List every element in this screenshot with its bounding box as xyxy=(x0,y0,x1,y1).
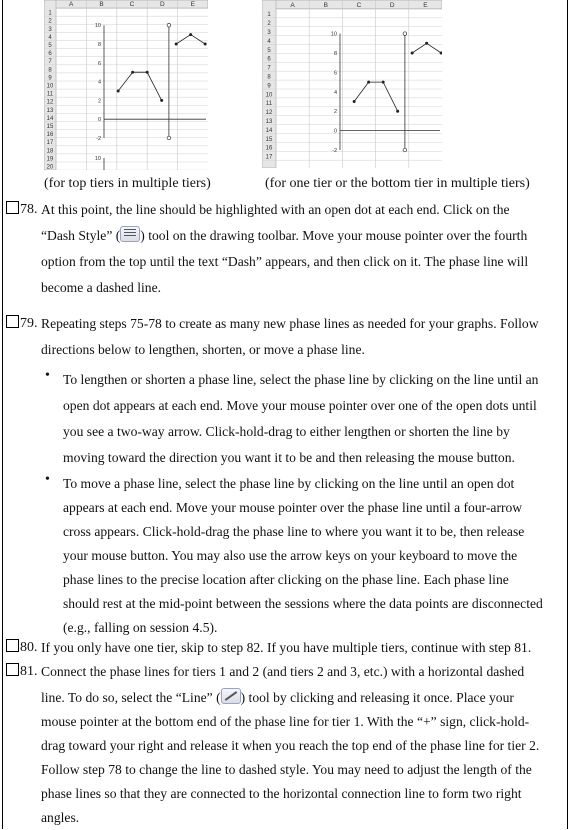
step-79-line-a: Repeating steps 75-78 to create as many new phase lines as needed for your graphs. Follow xyxy=(41,316,539,331)
column-header-label: B xyxy=(99,1,104,9)
y-tick-label: 4 xyxy=(97,79,101,86)
row-header-label: 20 xyxy=(46,164,54,170)
step-79-number: 79. xyxy=(20,316,38,331)
spreadsheet-screenshot-bottom-tier xyxy=(262,0,442,168)
step-78-text xyxy=(41,198,558,300)
bullet-1-line: you see a two-way arrow. Click-hold-drag to either lengthen or shorten the line by xyxy=(63,424,510,439)
row-header-label: 17 xyxy=(265,154,273,161)
spreadsheet-graph-top-tier xyxy=(44,0,208,170)
column-header-bar xyxy=(262,0,442,9)
second-graph-top-tick: 10 xyxy=(94,156,101,162)
row-header-label: 15 xyxy=(265,136,273,143)
row-header-label: 6 xyxy=(267,56,271,63)
data-point xyxy=(425,42,428,45)
row-header-label: 7 xyxy=(48,59,52,66)
column-header-label: E xyxy=(423,1,428,9)
step-81-marker xyxy=(6,660,38,684)
y-tick-label: -2 xyxy=(96,136,101,142)
column-header-label: D xyxy=(389,1,395,9)
row-header-label: 8 xyxy=(48,67,52,74)
data-point xyxy=(131,71,134,74)
row-header-label: 9 xyxy=(48,75,52,82)
caption-bottom-tier: (for one tier or the bottom tier in multiple tiers) xyxy=(265,176,530,191)
column-header-label: A xyxy=(69,1,74,9)
row-header-label: 6 xyxy=(48,51,52,58)
bullet-1-line: To lengthen or shorten a phase line, select the phase line by clicking on the line until an xyxy=(63,372,539,387)
row-header-label: 14 xyxy=(46,115,54,122)
step-79-marker xyxy=(6,312,38,336)
left-border xyxy=(2,0,3,829)
row-header-label: 4 xyxy=(48,34,52,41)
row-header-label: 11 xyxy=(265,101,273,108)
step-81-line-g: angles. xyxy=(41,810,80,825)
row-header-label: 5 xyxy=(48,43,52,49)
step-81-checkbox[interactable] xyxy=(6,663,19,676)
row-header-label: 1 xyxy=(48,10,52,17)
step-78-line-c: option from the top until the text “Dash” appears, and then click on it. The phase line will xyxy=(41,254,529,269)
step-79-text xyxy=(41,312,558,362)
phase-line-top-handle xyxy=(403,32,407,36)
y-tick-label: 6 xyxy=(97,60,101,67)
step-81-number: 81. xyxy=(20,664,38,679)
step-80-marker xyxy=(6,636,38,660)
row-header-label: 16 xyxy=(46,132,54,139)
row-header-label: 12 xyxy=(265,110,273,117)
row-header-label: 13 xyxy=(46,107,54,114)
row-header-label: 16 xyxy=(265,145,273,152)
bullet-2-line: appears at each end. Move your mouse pointer over the phase line until a four-arrow xyxy=(63,500,523,515)
data-point xyxy=(189,33,192,36)
row-header-label: 1 xyxy=(267,12,271,19)
row-header-label: 8 xyxy=(267,74,271,81)
row-header-label: 5 xyxy=(267,47,271,54)
y-tick-label: 8 xyxy=(333,51,337,57)
step-81-line-d: drag toward your right and release it when you reach the top end of the phase line for tier 2. xyxy=(41,738,540,753)
bullet-2-line: To move a phase line, select the phase line by clicking on the line until an open dot xyxy=(63,476,515,491)
step-81-line-e: Follow step 78 to change the line to dashed style. You may need to adjust the length of the xyxy=(41,762,532,777)
y-tick-label: 2 xyxy=(333,109,337,116)
row-header-label: 9 xyxy=(267,83,271,90)
bullet-2-dot: • xyxy=(45,472,50,487)
spreadsheet-screenshot-top-tier xyxy=(44,0,208,170)
y-tick-label: 10 xyxy=(330,31,337,38)
y-tick-label: 2 xyxy=(97,98,101,105)
bullet-2-text xyxy=(63,472,558,640)
column-header-label: C xyxy=(356,1,362,9)
row-header-label: 13 xyxy=(265,119,273,125)
row-header-label: 3 xyxy=(48,26,52,33)
y-tick-label: 10 xyxy=(94,23,101,30)
column-header-label: C xyxy=(129,1,135,9)
y-tick-label: 6 xyxy=(333,70,337,77)
dash-style-icon xyxy=(120,226,140,242)
data-point xyxy=(382,81,385,84)
sheet-background xyxy=(262,0,442,168)
column-header-label: E xyxy=(190,1,195,9)
row-header-label: 2 xyxy=(267,21,271,28)
row-header-label: 11 xyxy=(46,91,54,98)
bullet-1-line: moving toward the direction you want it to be and then releasing the mouse button. xyxy=(63,450,515,465)
row-header-label: 17 xyxy=(46,140,54,147)
row-header-label: 2 xyxy=(48,18,52,25)
step-81-line-c: mouse pointer at the bottom end of the phase line for tier 1. With the “+” sign, click-hold- xyxy=(41,714,530,729)
data-point xyxy=(367,81,370,84)
step-78-line-d: become a dashed line. xyxy=(41,280,162,295)
step-78-marker xyxy=(6,198,38,222)
data-point xyxy=(175,43,178,46)
data-point xyxy=(396,110,399,113)
step-80-text: If you only have one tier, skip to step 82. If you have multiple tiers, continue with step 81. xyxy=(41,640,532,655)
bullet-2-line: cross appears. Click-hold-drag the phase line to where you want it to be, then release xyxy=(63,524,525,539)
phase-line-bottom-handle xyxy=(167,136,171,140)
row-header-label: 4 xyxy=(267,38,271,45)
step-81-line-b xyxy=(41,686,558,710)
spreadsheet-graph-bottom-tier xyxy=(262,0,442,168)
data-point xyxy=(411,52,414,55)
phase-line-bottom-handle xyxy=(403,148,407,152)
step-79-line-b: directions below to lengthen, shorten, or move a phase line. xyxy=(41,342,365,357)
row-header-label: 3 xyxy=(267,30,271,36)
y-tick-label: 8 xyxy=(97,42,101,48)
data-point xyxy=(146,71,149,74)
row-header-label: 15 xyxy=(46,124,54,130)
data-point xyxy=(160,99,163,102)
step-80-number: 80. xyxy=(20,640,38,655)
row-header-label: 18 xyxy=(46,148,54,155)
data-point xyxy=(353,100,356,103)
step-78-line-b-end: ) tool on the drawing toolbar. Move your mouse pointer over the fourth xyxy=(140,228,528,243)
step-78-line-b-start: “Dash Style” ( xyxy=(41,228,121,243)
row-header-label: 19 xyxy=(46,156,54,163)
step-81-text xyxy=(41,660,558,830)
bullet-2-line: your mouse button. You may also use the arrow keys on your keyboard to move the xyxy=(63,548,518,563)
step-81-line-b-end: ) tool by clicking and releasing it once. Place your xyxy=(240,690,514,705)
data-point xyxy=(117,90,120,93)
row-header-label: 10 xyxy=(265,92,273,99)
y-tick-label: 0 xyxy=(333,128,337,135)
bullet-1-dot: • xyxy=(45,368,50,383)
column-header-label: D xyxy=(160,1,165,9)
step-78-number: 78. xyxy=(20,202,38,217)
phase-line-top-handle xyxy=(167,23,171,27)
bullet-2-line: phase lines to the precise location after clicking on the phase line. Each phase line xyxy=(63,572,509,587)
line-tool-icon xyxy=(221,688,241,704)
step-81-line-a: Connect the phase lines for tiers 1 and 2 (and tiers 2 and 3, etc.) with a horizontal dashed xyxy=(41,664,525,679)
bullet-1-text xyxy=(63,368,558,470)
row-header-label: 12 xyxy=(46,99,54,106)
row-header-label: 14 xyxy=(265,127,273,134)
row-header-label: 10 xyxy=(46,83,54,90)
row-header-label: 7 xyxy=(267,65,271,72)
y-tick-label: -2 xyxy=(332,148,337,154)
data-point xyxy=(204,43,207,46)
column-header-label: B xyxy=(323,1,328,9)
sheet-background xyxy=(44,0,208,170)
step-78-checkbox[interactable] xyxy=(6,201,19,214)
step-79-checkbox[interactable] xyxy=(6,315,19,328)
step-78-line-b xyxy=(41,224,558,248)
step-80-checkbox[interactable] xyxy=(6,639,19,652)
step-78-line-a: At this point, the line should be highlighted with an open dot at each end. Click on the xyxy=(41,202,510,217)
bullet-2-line: (e.g., falling on session 4.5). xyxy=(63,620,218,635)
caption-top-tier: (for top tiers in multiple tiers) xyxy=(44,176,211,191)
bullet-2-line: should rest at the mid-point between the sessions where the data points are disconnected xyxy=(63,596,543,611)
right-border xyxy=(567,0,568,829)
column-header-label: A xyxy=(290,1,295,9)
y-tick-label: 0 xyxy=(97,117,101,124)
y-tick-label: 4 xyxy=(333,89,337,96)
step-81-line-f: phase lines so that they are connected to the horizontal connection line to form two right xyxy=(41,786,522,801)
bullet-1-line: open dot appears at each end. Move your mouse pointer over one of the open dots until xyxy=(63,398,537,413)
step-81-line-b-start: line. To do so, select the “Line” ( xyxy=(41,690,221,705)
